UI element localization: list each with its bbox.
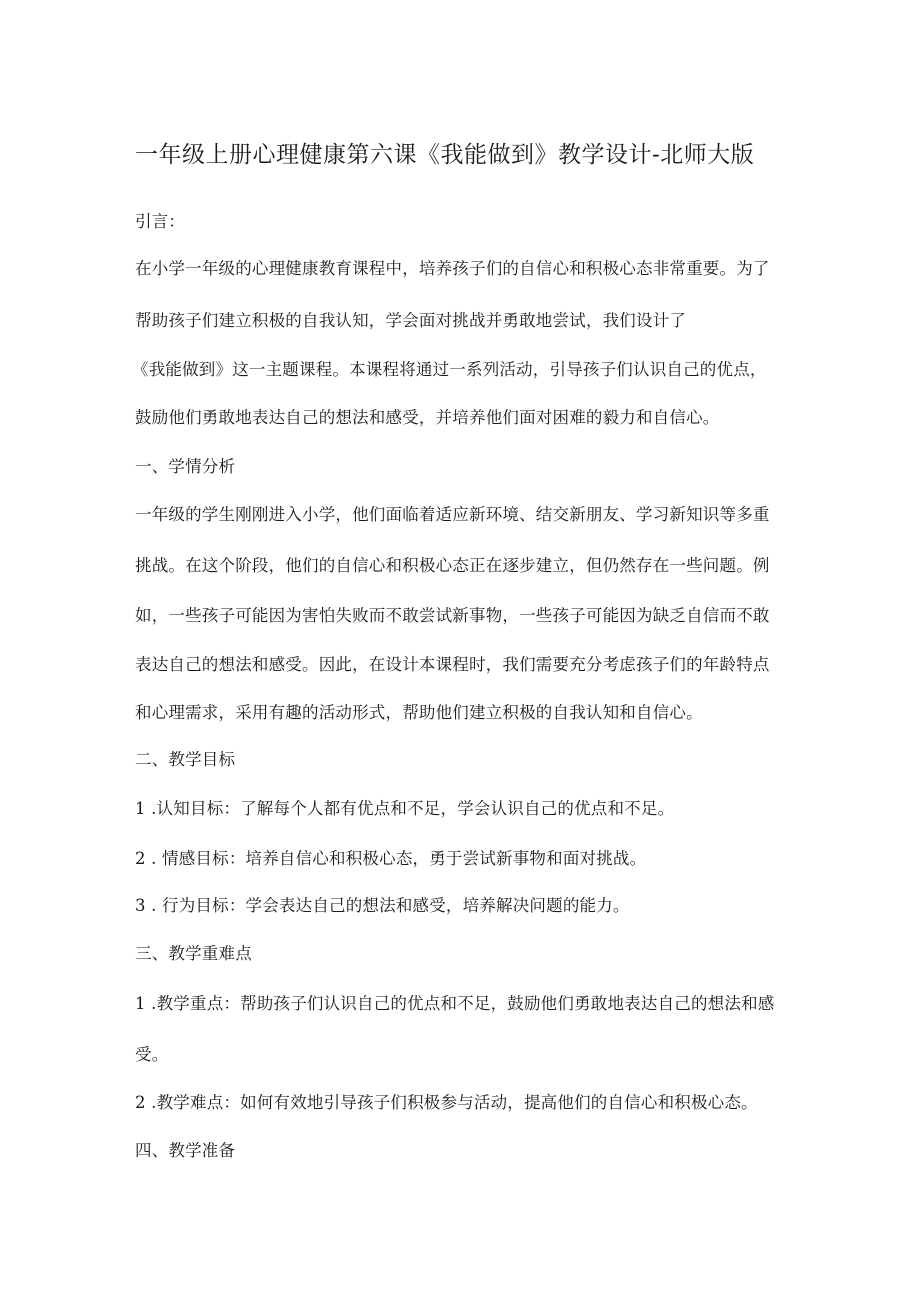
analysis-line-3: 如，一些孩子可能因为害怕失败而不敢尝试新事物，一些孩子可能因为缺乏自信而不敢 [135, 606, 770, 625]
key-point-item-1: 1 .教学重点：帮助孩子们认识自己的优点和不足，鼓励他们勇敢地表达自己的想法和感 [135, 994, 775, 1013]
key-point-item-1-cont: 受。 [135, 1045, 169, 1064]
section-heading-analysis: 一、学情分析 [135, 457, 236, 476]
analysis-line-4: 表达自己的想法和感受。因此，在设计本课程时，我们需要充分考虑孩子们的年龄特点 [135, 655, 770, 674]
intro-line-1: 在小学一年级的心理健康教育课程中，培养孩子们的自信心和积极心态非常重要。为了 [135, 259, 770, 278]
goal-item-3: 3 . 行为目标：学会表达自己的想法和感受，培养解决问题的能力。 [135, 896, 630, 915]
analysis-line-5: 和心理需求，采用有趣的活动形式，帮助他们建立积极的自我认知和自信心。 [135, 703, 703, 722]
key-point-item-2: 2 .教学难点：如何有效地引导孩子们积极参与活动，提高他们的自信心和积极心态。 [135, 1093, 758, 1112]
analysis-line-2: 挑战。在这个阶段，他们的自信心和积极心态正在逐步建立，但仍然存在一些问题。例 [135, 556, 770, 575]
section-heading-key-points: 三、教学重难点 [135, 944, 252, 963]
goal-item-1: 1 .认知目标：了解每个人都有优点和不足，学会认识自己的优点和不足。 [135, 799, 675, 818]
intro-line-3: 《我能做到》这一主题课程。本课程将通过一系列活动，引导孩子们认识自己的优点， [132, 360, 767, 379]
analysis-line-1: 一年级的学生刚刚进入小学，他们面临着适应新环境、结交新朋友、学习新知识等多重 [135, 505, 770, 524]
section-heading-preparation: 四、教学准备 [135, 1141, 236, 1160]
intro-heading: 引言： [135, 212, 186, 231]
section-heading-goals: 二、教学目标 [135, 750, 236, 769]
goal-item-2: 2 . 情感目标：培养自信心和积极心态，勇于尝试新事物和面对挑战。 [135, 849, 647, 868]
intro-line-4: 鼓励他们勇敢地表达自己的想法和感受，并培养他们面对困难的毅力和自信心。 [135, 408, 720, 427]
intro-line-2: 帮助孩子们建立积极的自我认知，学会面对挑战并勇敢地尝试，我们设计了 [135, 311, 687, 330]
document-title: 一年级上册心理健康第六课《我能做到》教学设计-北师大版 [135, 142, 755, 168]
